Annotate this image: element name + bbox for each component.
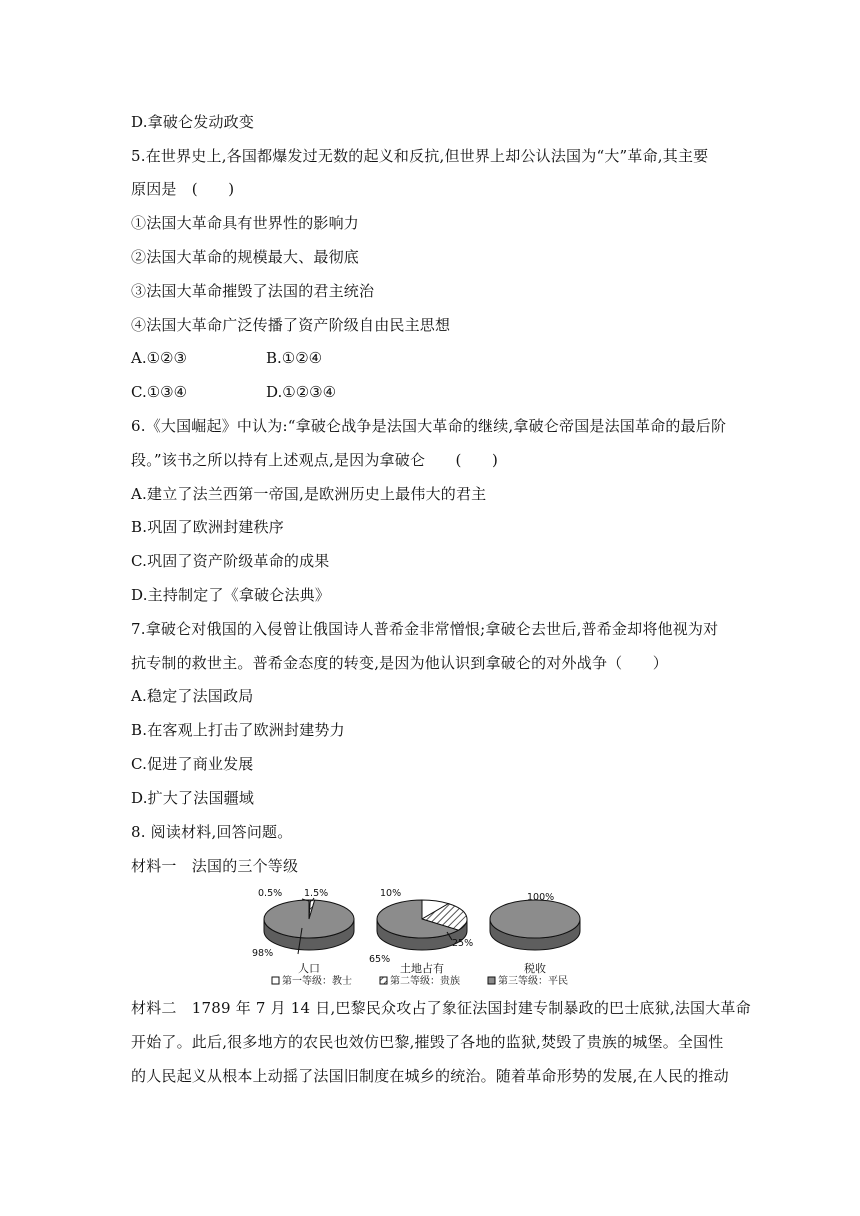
q5-option-b: B.①②④	[266, 349, 323, 367]
pie-0	[264, 900, 354, 975]
q7-option-d: D.扩大了法国疆域	[131, 789, 255, 807]
q5-item-1: ①法国大革命具有世界性的影响力	[131, 214, 360, 232]
q6-option-b: B.巩固了欧洲封建秩序	[131, 518, 284, 536]
q6-option-a: A.建立了法兰西第一帝国,是欧洲历史上最伟大的君主	[131, 485, 487, 503]
pie-value-label: 65%	[369, 954, 391, 965]
pie-value-label: 98%	[252, 948, 274, 959]
pie-slice	[264, 900, 354, 938]
legend-label-nobility: 第二等级：贵族	[390, 976, 460, 987]
q5-stem-2: 原因是 ( )	[131, 180, 235, 198]
q7-stem-1: 7.拿破仑对俄国的入侵曾让俄国诗人普希金非常憎恨;拿破仑去世后,普希金却将他视为对	[131, 620, 719, 638]
pie-2	[490, 900, 580, 975]
pie-value-label: 25%	[452, 938, 474, 949]
legend-swatch-nobility	[380, 977, 387, 984]
q7-option-c: C.促进了商业发展	[131, 755, 254, 773]
pie-value-label: 10%	[380, 888, 402, 899]
q7-option-a: A.稳定了法国政局	[131, 687, 254, 705]
q8-stem: 8. 阅读材料,回答问题。	[131, 823, 293, 841]
q6-stem-2: 段。”该书之所以持有上述观点,是因为拿破仑 ( )	[131, 451, 499, 469]
legend-label-clergy: 第一等级：教士	[282, 976, 352, 987]
material-2-line-2: 开始了。此后,很多地方的农民也效仿巴黎,摧毁了各地的监狱,焚毁了贵族的城堡。全国性	[131, 1033, 724, 1051]
line-q4d: D.拿破仑发动政变	[131, 113, 255, 131]
pie-value-label: 1.5%	[304, 888, 329, 899]
q5-option-d: D.①②③④	[266, 383, 337, 401]
q5-option-c: C.①③④	[131, 383, 188, 401]
q5-stem-1: 5.在世界史上,各国都爆发过无数的起义和反抗,但世界上却公认法国为“大”革命,其主要	[131, 147, 709, 165]
q7-option-b: B.在客观上打击了欧洲封建势力	[131, 721, 345, 739]
pie-category-label: 税收	[524, 962, 546, 975]
q6-stem-1: 6.《大国崛起》中认为:“拿破仑战争是法国大革命的继续,拿破仑帝国是法国革命的最后阶	[131, 417, 727, 435]
q5-option-a: A.①②③	[131, 349, 187, 367]
legend-swatch-clergy	[272, 977, 279, 984]
material-2-line-1: 材料二 1789 年 7 月 14 日,巴黎民众攻占了象征法国封建专制暴政的巴士底狱,法国大革命	[131, 999, 751, 1017]
chart-legend	[272, 974, 568, 987]
q6-option-c: C.巩固了资产阶级革命的成果	[131, 552, 330, 570]
q5-item-3: ③法国大革命摧毁了法国的君主统治	[131, 282, 375, 300]
pie-slice	[490, 900, 580, 938]
pie-value-label: 100%	[527, 892, 555, 903]
q6-option-d: D.主持制定了《拿破仑法典》	[131, 586, 331, 604]
q5-item-2: ②法国大革命的规模最大、最彻底	[131, 248, 360, 266]
pie-category-label: 人口	[298, 962, 320, 975]
q5-item-4: ④法国大革命广泛传播了资产阶级自由民主思想	[131, 316, 451, 334]
q7-stem-2: 抗专制的救世主。普希金态度的转变,是因为他认识到拿破仑的对外战争（ ）	[131, 654, 668, 672]
legend-swatch-commoners	[488, 977, 495, 984]
estates-pie-figure	[252, 886, 602, 990]
pie-category-label: 土地占有	[400, 962, 444, 975]
material-2-line-3: 的人民起义从根本上动摇了法国旧制度在城乡的统治。随着革命形势的发展,在人民的推动	[131, 1067, 729, 1085]
legend-label-commoners: 第三等级：平民	[498, 976, 568, 987]
material-1-title: 材料一 法国的三个等级	[131, 857, 299, 875]
pie-value-label: 0.5%	[258, 888, 283, 899]
